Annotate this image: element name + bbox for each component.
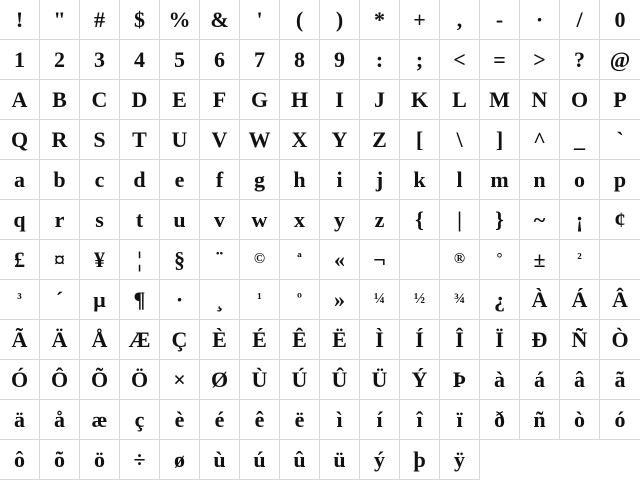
glyph-cell: ø bbox=[160, 440, 200, 480]
glyph-cell-empty bbox=[560, 440, 600, 480]
glyph-cell: I bbox=[320, 80, 360, 120]
glyph-cell: N bbox=[520, 80, 560, 120]
glyph-cell: ¤ bbox=[40, 240, 80, 280]
glyph-cell: R bbox=[40, 120, 80, 160]
glyph-cell bbox=[400, 240, 440, 280]
glyph-cell: È bbox=[200, 320, 240, 360]
glyph-cell: Ü bbox=[360, 360, 400, 400]
glyph-cell: Ñ bbox=[560, 320, 600, 360]
glyph-cell: ' bbox=[240, 0, 280, 40]
glyph-cell: B bbox=[40, 80, 80, 120]
glyph-cell: © bbox=[240, 240, 280, 280]
glyph-cell: Ä bbox=[40, 320, 80, 360]
glyph-cell: s bbox=[80, 200, 120, 240]
glyph-cell: : bbox=[360, 40, 400, 80]
glyph-cell: · bbox=[520, 0, 560, 40]
glyph-cell: ; bbox=[400, 40, 440, 80]
glyph-cell: ` bbox=[600, 120, 640, 160]
glyph-cell: = bbox=[480, 40, 520, 80]
glyph-cell: ð bbox=[480, 400, 520, 440]
glyph-cell: û bbox=[280, 440, 320, 480]
glyph-cell: É bbox=[240, 320, 280, 360]
glyph-cell: H bbox=[280, 80, 320, 120]
glyph-cell: õ bbox=[40, 440, 80, 480]
glyph-cell: i bbox=[320, 160, 360, 200]
glyph-cell: 8 bbox=[280, 40, 320, 80]
glyph-cell: á bbox=[520, 360, 560, 400]
glyph-cell: ä bbox=[0, 400, 40, 440]
glyph-cell: è bbox=[160, 400, 200, 440]
glyph-cell: § bbox=[160, 240, 200, 280]
glyph-cell-empty bbox=[480, 440, 520, 480]
glyph-cell: ç bbox=[120, 400, 160, 440]
glyph-cell: } bbox=[480, 200, 520, 240]
glyph-cell: ú bbox=[240, 440, 280, 480]
glyph-cell: ¡ bbox=[560, 200, 600, 240]
glyph-cell: Å bbox=[80, 320, 120, 360]
glyph-cell: · bbox=[160, 280, 200, 320]
glyph-cell: l bbox=[440, 160, 480, 200]
glyph-cell: S bbox=[80, 120, 120, 160]
glyph-cell: ? bbox=[560, 40, 600, 80]
glyph-cell: O bbox=[560, 80, 600, 120]
glyph-cell: q bbox=[0, 200, 40, 240]
glyph-cell: [ bbox=[400, 120, 440, 160]
glyph-cell: W bbox=[240, 120, 280, 160]
glyph-cell: Q bbox=[0, 120, 40, 160]
glyph-cell: X bbox=[280, 120, 320, 160]
glyph-cell: ¼ bbox=[360, 280, 400, 320]
glyph-cell: M bbox=[480, 80, 520, 120]
glyph-cell: × bbox=[160, 360, 200, 400]
glyph-cell: V bbox=[200, 120, 240, 160]
glyph-cell: h bbox=[280, 160, 320, 200]
glyph-cell: U bbox=[160, 120, 200, 160]
glyph-cell: d bbox=[120, 160, 160, 200]
glyph-cell: í bbox=[360, 400, 400, 440]
glyph-cell: Ï bbox=[480, 320, 520, 360]
glyph-cell: b bbox=[40, 160, 80, 200]
glyph-cell: £ bbox=[0, 240, 40, 280]
glyph-cell: g bbox=[240, 160, 280, 200]
glyph-cell: Ì bbox=[360, 320, 400, 360]
glyph-cell: 4 bbox=[120, 40, 160, 80]
glyph-cell: @ bbox=[600, 40, 640, 80]
glyph-cell: # bbox=[80, 0, 120, 40]
glyph-cell: Þ bbox=[440, 360, 480, 400]
glyph-cell: Ê bbox=[280, 320, 320, 360]
glyph-cell: ª bbox=[280, 240, 320, 280]
glyph-cell: ® bbox=[440, 240, 480, 280]
glyph-cell: t bbox=[120, 200, 160, 240]
glyph-cell: ã bbox=[600, 360, 640, 400]
glyph-cell: ê bbox=[240, 400, 280, 440]
glyph-cell: å bbox=[40, 400, 80, 440]
glyph-cell: ¦ bbox=[120, 240, 160, 280]
glyph-cell: z bbox=[360, 200, 400, 240]
glyph-cell: f bbox=[200, 160, 240, 200]
glyph-cell: º bbox=[280, 280, 320, 320]
glyph-cell: þ bbox=[400, 440, 440, 480]
glyph-cell: ù bbox=[200, 440, 240, 480]
glyph-cell: ¢ bbox=[600, 200, 640, 240]
glyph-cell: ° bbox=[480, 240, 520, 280]
glyph-cell: j bbox=[360, 160, 400, 200]
glyph-cell: ö bbox=[80, 440, 120, 480]
glyph-cell: J bbox=[360, 80, 400, 120]
glyph-cell: ! bbox=[0, 0, 40, 40]
glyph-cell: u bbox=[160, 200, 200, 240]
glyph-cell: w bbox=[240, 200, 280, 240]
glyph-cell: ± bbox=[520, 240, 560, 280]
glyph-cell: â bbox=[560, 360, 600, 400]
glyph-cell: 1 bbox=[0, 40, 40, 80]
glyph-cell: µ bbox=[80, 280, 120, 320]
glyph-cell: T bbox=[120, 120, 160, 160]
glyph-cell: ý bbox=[360, 440, 400, 480]
glyph-cell: æ bbox=[80, 400, 120, 440]
glyph-cell: P bbox=[600, 80, 640, 120]
glyph-cell: m bbox=[480, 160, 520, 200]
glyph-cell: A bbox=[0, 80, 40, 120]
glyph-cell: D bbox=[120, 80, 160, 120]
glyph-cell: Ø bbox=[200, 360, 240, 400]
glyph-cell: ] bbox=[480, 120, 520, 160]
glyph-cell: Í bbox=[400, 320, 440, 360]
glyph-cell: y bbox=[320, 200, 360, 240]
glyph-cell: _ bbox=[560, 120, 600, 160]
glyph-cell: ÿ bbox=[440, 440, 480, 480]
glyph-cell: ü bbox=[320, 440, 360, 480]
glyph-cell: { bbox=[400, 200, 440, 240]
glyph-cell: Ú bbox=[280, 360, 320, 400]
glyph-cell: 9 bbox=[320, 40, 360, 80]
glyph-cell: ì bbox=[320, 400, 360, 440]
glyph-cell: \ bbox=[440, 120, 480, 160]
glyph-cell: r bbox=[40, 200, 80, 240]
glyph-cell: 3 bbox=[80, 40, 120, 80]
glyph-cell: ´ bbox=[40, 280, 80, 320]
glyph-cell: ¨ bbox=[200, 240, 240, 280]
glyph-cell: n bbox=[520, 160, 560, 200]
glyph-cell: G bbox=[240, 80, 280, 120]
glyph-cell: ô bbox=[0, 440, 40, 480]
glyph-cell: ¶ bbox=[120, 280, 160, 320]
glyph-cell: - bbox=[480, 0, 520, 40]
glyph-cell: Ö bbox=[120, 360, 160, 400]
glyph-cell: F bbox=[200, 80, 240, 120]
glyph-cell: E bbox=[160, 80, 200, 120]
glyph-cell: » bbox=[320, 280, 360, 320]
glyph-cell: ¬ bbox=[360, 240, 400, 280]
glyph-cell: ¾ bbox=[440, 280, 480, 320]
glyph-cell: « bbox=[320, 240, 360, 280]
glyph-cell: ï bbox=[440, 400, 480, 440]
glyph-cell: x bbox=[280, 200, 320, 240]
glyph-cell: p bbox=[600, 160, 640, 200]
glyph-cell: ² bbox=[560, 240, 600, 280]
glyph-cell: Ë bbox=[320, 320, 360, 360]
glyph-cell: À bbox=[520, 280, 560, 320]
glyph-cell: ò bbox=[560, 400, 600, 440]
glyph-cell: Ã bbox=[0, 320, 40, 360]
glyph-cell-empty bbox=[600, 440, 640, 480]
glyph-cell: K bbox=[400, 80, 440, 120]
glyph-cell: o bbox=[560, 160, 600, 200]
glyph-cell: ³ bbox=[0, 280, 40, 320]
glyph-cell: e bbox=[160, 160, 200, 200]
glyph-cell: Î bbox=[440, 320, 480, 360]
glyph-cell: ó bbox=[600, 400, 640, 440]
glyph-cell: C bbox=[80, 80, 120, 120]
glyph-cell: Æ bbox=[120, 320, 160, 360]
glyph-cell: Ô bbox=[40, 360, 80, 400]
glyph-cell: Õ bbox=[80, 360, 120, 400]
glyph-cell: 2 bbox=[40, 40, 80, 80]
glyph-cell: Ç bbox=[160, 320, 200, 360]
glyph-cell: ^ bbox=[520, 120, 560, 160]
glyph-cell: Ò bbox=[600, 320, 640, 360]
glyph-cell: k bbox=[400, 160, 440, 200]
glyph-cell: é bbox=[200, 400, 240, 440]
glyph-cell: Ý bbox=[400, 360, 440, 400]
glyph-cell: Ù bbox=[240, 360, 280, 400]
glyph-cell: | bbox=[440, 200, 480, 240]
glyph-cell: ñ bbox=[520, 400, 560, 440]
glyph-cell: c bbox=[80, 160, 120, 200]
glyph-cell: 0 bbox=[600, 0, 640, 40]
glyph-cell: , bbox=[440, 0, 480, 40]
glyph-cell: " bbox=[40, 0, 80, 40]
glyph-cell: ÷ bbox=[120, 440, 160, 480]
glyph-cell: ¹ bbox=[240, 280, 280, 320]
glyph-cell-empty bbox=[600, 240, 640, 280]
glyph-cell: ¥ bbox=[80, 240, 120, 280]
glyph-cell: Z bbox=[360, 120, 400, 160]
glyph-cell: a bbox=[0, 160, 40, 200]
glyph-cell: ( bbox=[280, 0, 320, 40]
glyph-cell: ~ bbox=[520, 200, 560, 240]
glyph-cell: ë bbox=[280, 400, 320, 440]
glyph-cell: < bbox=[440, 40, 480, 80]
glyph-cell: à bbox=[480, 360, 520, 400]
glyph-cell: Ó bbox=[0, 360, 40, 400]
glyph-cell: 6 bbox=[200, 40, 240, 80]
glyph-cell: 5 bbox=[160, 40, 200, 80]
glyph-cell: ) bbox=[320, 0, 360, 40]
glyph-cell: Y bbox=[320, 120, 360, 160]
glyph-cell: $ bbox=[120, 0, 160, 40]
glyph-cell: Á bbox=[560, 280, 600, 320]
glyph-cell: ½ bbox=[400, 280, 440, 320]
glyph-cell: Â bbox=[600, 280, 640, 320]
glyph-cell: v bbox=[200, 200, 240, 240]
glyph-cell: L bbox=[440, 80, 480, 120]
glyph-cell: & bbox=[200, 0, 240, 40]
glyph-cell: > bbox=[520, 40, 560, 80]
glyph-cell: î bbox=[400, 400, 440, 440]
glyph-cell: / bbox=[560, 0, 600, 40]
glyph-cell: Û bbox=[320, 360, 360, 400]
glyph-cell: ¿ bbox=[480, 280, 520, 320]
glyph-cell: * bbox=[360, 0, 400, 40]
glyph-cell: % bbox=[160, 0, 200, 40]
glyph-cell: ¸ bbox=[200, 280, 240, 320]
glyph-cell: 7 bbox=[240, 40, 280, 80]
glyph-cell-empty bbox=[520, 440, 560, 480]
glyph-cell: + bbox=[400, 0, 440, 40]
glyph-cell: Ð bbox=[520, 320, 560, 360]
